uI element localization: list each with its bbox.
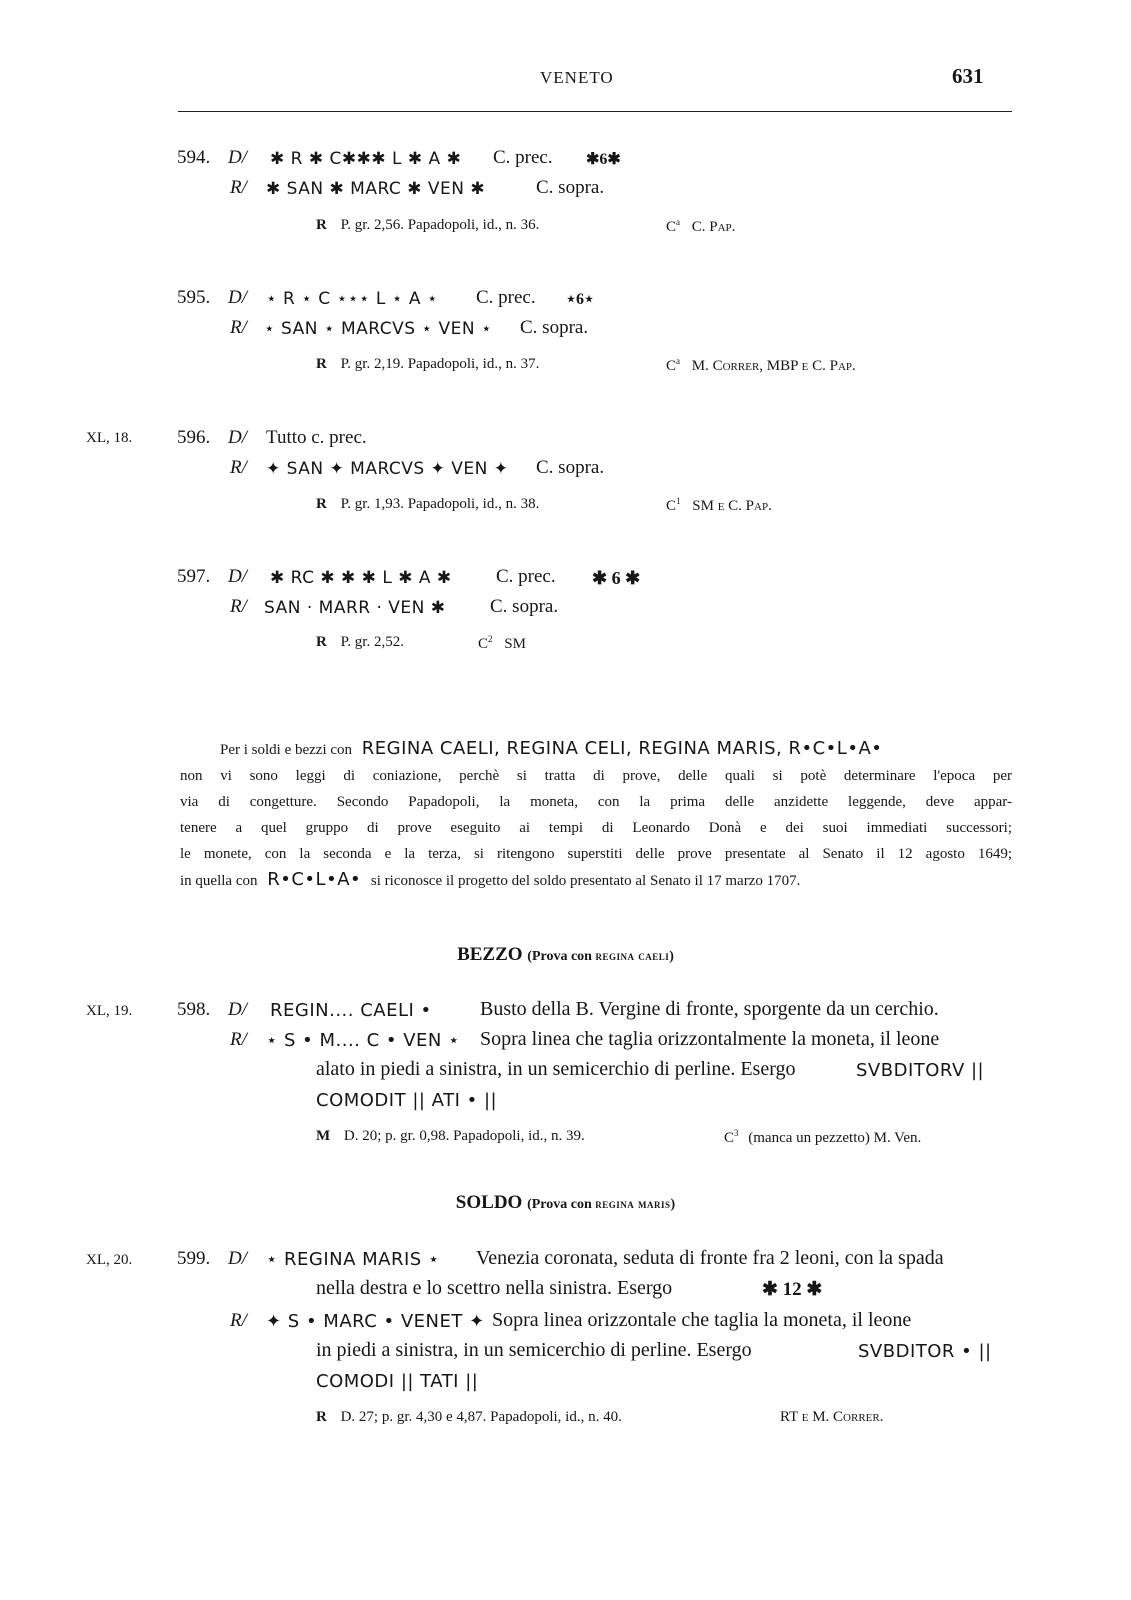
obverse-symbol: D/ <box>228 427 247 448</box>
reference-text: P. gr. 2,56. Papadopoli, id., n. 36. <box>340 217 540 233</box>
header-rule <box>178 111 1012 112</box>
subtitle-sc: regina caeli <box>595 948 670 963</box>
exergue-legend: SVBDITOR • || <box>858 1341 992 1362</box>
metal-mark: R <box>316 356 327 372</box>
running-head: VENETO <box>540 68 614 87</box>
owner: (manca un pezzetto) M. Ven. <box>748 1130 922 1146</box>
exergue-legend: SVBDITORV || <box>856 1060 985 1081</box>
reverse-text: Sopra linea che taglia orizzontalmente la moneta, il leone <box>480 1028 940 1050</box>
obverse-legend: ⋆ REGINA MARIS ⋆ <box>266 1249 440 1270</box>
reverse-legend: ⋆ S • M.... C • VEN ⋆ <box>266 1030 460 1051</box>
paragraph-legend: R•C•L•A• <box>267 869 362 890</box>
plate-reference: XL, 18. <box>86 430 133 446</box>
collection-line <box>666 217 735 236</box>
reverse-text: in piedi a sinistra, in un semicerchio di perline. Esergo <box>316 1339 752 1361</box>
collection-mark: C <box>666 498 677 514</box>
entry-number-594: 594. <box>177 147 211 168</box>
reference-line <box>316 1409 622 1426</box>
obverse-text: Tutto c. prec. <box>266 427 367 448</box>
obverse-symbol: D/ <box>228 566 247 587</box>
reverse-legend: SAN · MARR · VEN ✱ <box>264 598 446 618</box>
exergue-legend: COMODIT || ATI • || <box>316 1090 498 1111</box>
subtitle-sc: regina maris <box>595 1196 671 1211</box>
subtitle-post: ) <box>669 949 674 964</box>
obverse-legend: REGIN.... CAELI • <box>270 1000 432 1021</box>
reference-line <box>316 1128 585 1145</box>
paragraph-line: via di congetture. Secondo Papadopoli, la moneta, con la prima delle anzidette leggende, deve appar- <box>180 794 1012 810</box>
reverse-text: C. sopra. <box>490 596 559 617</box>
reference-line <box>316 217 539 234</box>
reverse-text: Sopra linea orizzontale che taglia la moneta, il leone <box>492 1309 912 1331</box>
obverse-text: Busto della B. Vergine di fronte, sporgente da un cerchio. <box>480 998 939 1020</box>
subtitle-pre: (Prova con <box>527 949 592 964</box>
paragraph-text: si riconosce il progetto del soldo presentato al Senato il 17 marzo 1707. <box>370 873 801 889</box>
obverse-text: C. prec. <box>476 287 536 308</box>
entry-number-597: 597. <box>177 566 211 587</box>
reverse-text: C. sopra. <box>520 317 589 338</box>
reference-text: P. gr. 2,19. Papadopoli, id., n. 37. <box>340 356 540 372</box>
entry-number-596: 596. <box>177 427 211 448</box>
obverse-extra: ✱ 6 ✱ <box>592 568 641 588</box>
subtitle-pre: (Prova con <box>527 1197 592 1212</box>
reference-text: P. gr. 1,93. Papadopoli, id., n. 38. <box>340 496 540 512</box>
obverse-text: C. prec. <box>496 566 556 587</box>
metal-mark: R <box>316 634 327 650</box>
reverse-text: C. sopra. <box>536 177 605 198</box>
owner: SM e C. Pap. <box>692 498 772 514</box>
entry-number-599: 599. <box>177 1248 211 1269</box>
obverse-symbol: D/ <box>228 999 247 1020</box>
reference-text: D. 20; p. gr. 0,98. Papadopoli, id., n. 39. <box>343 1128 585 1144</box>
metal-mark: R <box>316 1409 327 1425</box>
rarity-sup: a <box>676 217 681 227</box>
section-subtitle <box>527 1197 675 1212</box>
section-title-text: SOLDO <box>455 1192 523 1213</box>
owner: SM <box>504 636 526 652</box>
reverse-legend: ✦ S • MARC • VENET ✦ <box>266 1311 485 1332</box>
obverse-legend: ⋆ R ⋆ C ⋆⋆⋆ L ⋆ A ⋆ <box>266 289 439 309</box>
reverse-legend: ✱ SAN ✱ MARC ✱ VEN ✱ <box>266 179 486 199</box>
paragraph-line <box>180 867 1012 894</box>
section-subtitle <box>527 949 674 964</box>
reverse-symbol: R/ <box>230 1310 247 1331</box>
owner: M. Correr, MBP e C. Pap. <box>691 358 856 374</box>
paragraph-text: in quella con <box>180 873 258 889</box>
collection-line <box>666 496 772 515</box>
obverse-text: C. prec. <box>493 147 553 168</box>
explanatory-paragraph <box>180 736 1012 894</box>
collection-line <box>724 1128 921 1147</box>
reverse-symbol: R/ <box>230 457 247 478</box>
reference-line <box>316 356 539 373</box>
obverse-symbol: D/ <box>228 1248 247 1269</box>
rarity-sup: 1 <box>676 496 681 506</box>
rarity-sup: 2 <box>488 634 493 644</box>
metal-mark: M <box>316 1128 331 1144</box>
rarity-sup: 3 <box>734 1128 739 1138</box>
obverse-extra: ⋆6⋆ <box>566 291 595 308</box>
reverse-symbol: R/ <box>230 317 247 338</box>
reference-text: P. gr. 2,52. <box>340 634 404 650</box>
owner: RT e M. Correr. <box>780 1409 884 1425</box>
plate-reference: XL, 19. <box>86 1003 133 1019</box>
obverse-text: nella destra e lo scettro nella sinistra. Esergo <box>316 1277 673 1299</box>
collection-line <box>478 634 526 653</box>
collection-mark: C <box>478 636 489 652</box>
reverse-symbol: R/ <box>230 1029 247 1050</box>
reverse-legend: ✦ SAN ✦ MARCVS ✦ VEN ✦ <box>266 459 509 479</box>
reverse-symbol: R/ <box>230 177 247 198</box>
obverse-text: Venezia coronata, seduta di fronte fra 2 leoni, con la spada <box>476 1247 944 1269</box>
reference-text: D. 27; p. gr. 4,30 e 4,87. Papadopoli, id., n. 40. <box>340 1409 622 1425</box>
metal-mark: R <box>316 496 327 512</box>
subtitle-post: ) <box>670 1197 676 1212</box>
section-title-soldo <box>0 1192 1131 1214</box>
metal-mark: R <box>316 217 327 233</box>
reverse-text: alato in piedi a sinistra, in un semicerchio di perline. Esergo <box>316 1058 796 1080</box>
obverse-legend: ✱ RC ✱ ✱ ✱ L ✱ A ✱ <box>270 568 452 588</box>
reverse-legend: ⋆ SAN ⋆ MARCVS ⋆ VEN ⋆ <box>264 319 493 339</box>
obverse-extra: ✱6✱ <box>586 151 621 168</box>
exergue-legend: COMODI || TATI || <box>316 1371 479 1392</box>
obverse-symbol: D/ <box>228 147 247 168</box>
exergue-value: ✱ 12 ✱ <box>762 1279 823 1300</box>
collection-mark: C <box>666 219 677 235</box>
rarity-sup: a <box>676 356 681 366</box>
entry-number-598: 598. <box>177 999 211 1020</box>
page-number: 631 <box>952 64 984 88</box>
paragraph-line <box>180 736 1012 763</box>
collection-mark: C <box>666 358 677 374</box>
reverse-text: C. sopra. <box>536 457 605 478</box>
section-title-text: BEZZO <box>457 944 523 965</box>
paragraph-legend: REGINA CAELI, REGINA CELI, REGINA MARIS, R•C•L•A• <box>361 738 883 759</box>
paragraph-line: tenere a quel gruppo di prove eseguito ai tempi di Leonardo Donà e dei suoi immediati successori; <box>180 820 1012 836</box>
collection-line <box>666 356 856 375</box>
entry-number-595: 595. <box>177 287 211 308</box>
obverse-symbol: D/ <box>228 287 247 308</box>
collection-mark: C <box>724 1130 735 1146</box>
paragraph-line: le monete, con la seconda e la terza, si ritengono superstiti delle prove presentate al Senato il 12 agosto 1649; <box>180 846 1012 862</box>
obverse-legend: ✱ R ✱ C✱✱✱ L ✱ A ✱ <box>270 149 462 169</box>
reference-line <box>316 496 539 513</box>
reference-line <box>316 634 404 651</box>
paragraph-text: Per i soldi e bezzi con <box>220 742 353 758</box>
plate-reference: XL, 20. <box>86 1252 133 1268</box>
paragraph-line: non vi sono leggi di coniazione, perchè si tratta di prove, delle quali si potè determinare l'epoca per <box>180 768 1012 784</box>
owner: C. Pap. <box>691 219 736 235</box>
section-title-bezzo <box>0 944 1131 966</box>
reverse-symbol: R/ <box>230 596 247 617</box>
